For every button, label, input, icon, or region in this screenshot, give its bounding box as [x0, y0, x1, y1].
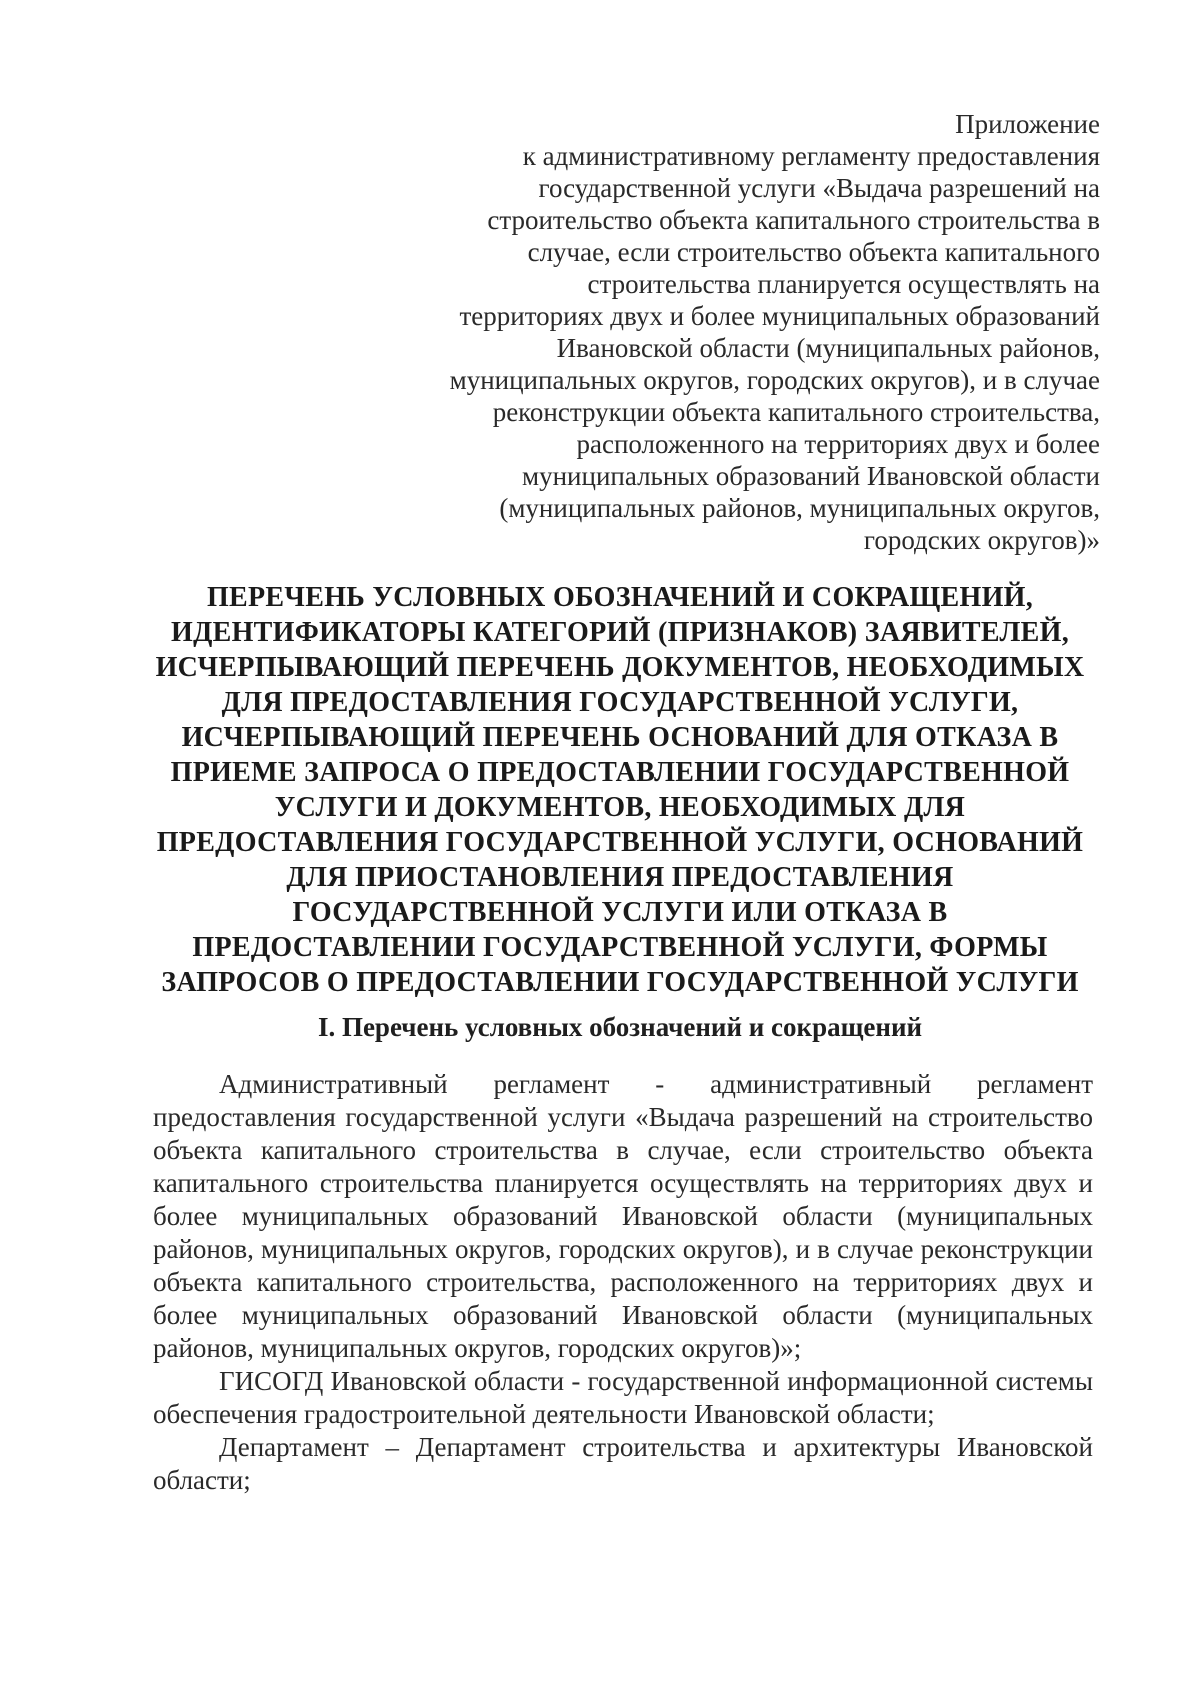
appendix-line: строительство объекта капитального строительства в	[487, 205, 1100, 235]
appendix-line: муниципальных округов, городских округов), и в случае	[449, 365, 1100, 395]
appendix-line: территориях двух и более муниципальных образований	[459, 301, 1100, 331]
title-line: ПРЕДОСТАВЛЕНИЯ ГОСУДАРСТВЕННОЙ УСЛУГИ, ОСНОВАНИЙ	[156, 827, 1084, 858]
document-title	[130, 580, 1110, 1000]
section-body	[153, 1068, 1093, 1497]
title-line: ДЛЯ ПРЕДОСТАВЛЕНИЯ ГОСУДАРСТВЕННОЙ УСЛУГИ,	[221, 687, 1019, 718]
title-line: ЗАПРОСОВ О ПРЕДОСТАВЛЕНИИ ГОСУДАРСТВЕННОЙ УСЛУГИ	[161, 967, 1079, 998]
appendix-block	[400, 108, 1100, 556]
title-line: ИСЧЕРПЫВАЮЩИЙ ПЕРЕЧЕНЬ ОСНОВАНИЙ ДЛЯ ОТКАЗА В	[181, 722, 1059, 753]
appendix-line: Ивановской области (муниципальных районов,	[556, 333, 1100, 363]
appendix-line: к административному регламенту предоставления	[522, 141, 1100, 171]
appendix-line: реконструкции объекта капитального строительства,	[492, 397, 1100, 427]
definition-paragraph: Департамент – Департамент строительства и архитектуры Ивановской области;	[153, 1432, 1093, 1495]
appendix-line: муниципальных образований Ивановской области	[522, 461, 1100, 491]
appendix-line: городских округов)»	[863, 525, 1100, 555]
appendix-line: расположенного на территориях двух и более	[576, 429, 1100, 459]
appendix-line: (муниципальных районов, муниципальных округов,	[499, 493, 1100, 523]
title-line: ГОСУДАРСТВЕННОЙ УСЛУГИ ИЛИ ОТКАЗА В	[292, 897, 948, 928]
definition-paragraph: Административный регламент - административный регламент предоставления государственной услуги «Выдача разрешений на строительство объекта капитального строительства в случае, если строительство объекта капитального строительства планируется осуществлять на территориях двух и более муниципальных образований Ивановской области (муниципальных районов, муниципальных округов, городских округов), и в случае реконструкции объекта капитального строительства, расположенного на территориях двух и более муниципальных образований Ивановской области (муниципальных районов, муниципальных округов, городских округов)»;	[153, 1069, 1093, 1363]
title-line: ПРИЕМЕ ЗАПРОСА О ПРЕДОСТАВЛЕНИИ ГОСУДАРСТВЕННОЙ	[170, 757, 1070, 788]
title-line: ИСЧЕРПЫВАЮЩИЙ ПЕРЕЧЕНЬ ДОКУМЕНТОВ, НЕОБХОДИМЫХ	[155, 652, 1085, 683]
definition-paragraph: ГИСОГД Ивановской области - государственной информационной системы обеспечения градостроительной деятельности Ивановской области;	[153, 1366, 1093, 1429]
appendix-line: строительства планируется осуществлять на	[587, 269, 1100, 299]
title-line: ИДЕНТИФИКАТОРЫ КАТЕГОРИЙ (ПРИЗНАКОВ) ЗАЯВИТЕЛЕЙ,	[170, 617, 1070, 648]
appendix-line: Приложение	[955, 109, 1100, 139]
title-line: ПЕРЕЧЕНЬ УСЛОВНЫХ ОБОЗНАЧЕНИЙ И СОКРАЩЕНИЙ,	[206, 582, 1034, 613]
appendix-line: случае, если строительство объекта капитального	[527, 237, 1100, 267]
title-line: УСЛУГИ И ДОКУМЕНТОВ, НЕОБХОДИМЫХ ДЛЯ	[274, 792, 966, 823]
title-line: ПРЕДОСТАВЛЕНИИ ГОСУДАРСТВЕННОЙ УСЛУГИ, ФОРМЫ	[192, 932, 1048, 963]
title-line: ДЛЯ ПРИОСТАНОВЛЕНИЯ ПРЕДОСТАВЛЕНИЯ	[286, 862, 954, 893]
section-heading: I. Перечень условных обозначений и сокращений	[317, 1012, 923, 1042]
appendix-line: государственной услуги «Выдача разрешений на	[538, 173, 1100, 203]
